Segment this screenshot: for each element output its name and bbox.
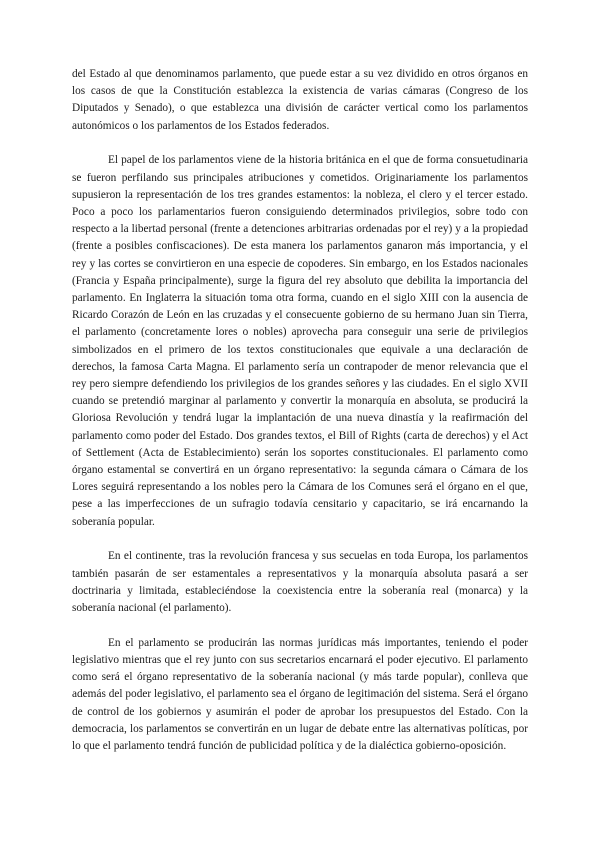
paragraph-2: El papel de los parlamentos viene de la historia británica en el que de forma consuetudinaria se fueron perfilando sus principales atribuciones y cometidos. Originariamente los parlamentos supusieron la representación de los tres grandes estamentos: la nobleza, el clero y el tercer estado. Poco a poco los parlamentarios fueron consiguiendo determinados privilegios, sobre todo con respecto a la libertad personal (frente a detenciones arbitrarias ordenadas por el rey) y a la propiedad (frente a posibles confiscaciones). De esta manera los parlamentos ganaron más importancia, y el rey y las cortes se convirtieron en una especie de copoderes. Sin embargo, en los Estados nacionales (Francia y España principalmente), surge la figura del rey absoluto que debilita la importancia del parlamento. En Inglaterra la situación toma otra forma, cuando en el siglo XIII con la ausencia de Ricardo Corazón de León en las cruzadas y el consecuente gobierno de su hermano Juan sin Tierra, el parlamento (concretamente lores o nobles) aprovecha para conseguir una serie de privilegios simbolizados en el primero de los textos constitucionales que equivale a una declaración de derechos, la famosa Carta Magna. El parlamento sería un contrapoder de menor relevancia que el rey pero siempre defendiendo los privilegios de los grandes señores y las ciudades. En el siglo XVII cuando se pretendió marginar al parlamento y convertir la monarquía en absoluta, se producirá la Gloriosa Revolución y tendrá lugar la implantación de una nueva dinastía y la reafirmación del parlamento como poder del Estado. Dos grandes textos, el Bill of Rights (carta de derechos) y el Act of Settlement (Acta de Establecimiento) serán los soportes constitucionales. El parlamento como órgano estamental se convertirá en un órgano representativo: la segunda cámara o Cámara de los Lores seguirá representando a los nobles pero la Cámara de los Comunes será el órgano en el que, pese a las imperfecciones de un sufragio todavía censitario y capacitario, se irá encarnando la soberanía popular.	[72, 154, 528, 528]
document-page	[72, 66, 528, 773]
paragraph-1: del Estado al que denominamos parlamento, que puede estar a su vez dividido en otros órganos en los casos de que la Constitución establezca la existencia de varias cámaras (Congreso de los Diputados y Senado), o que establezca una división de carácter vertical como los parlamentos autonómicos o los parlamentos de los Estados federados.	[72, 68, 528, 132]
paragraph-3: En el continente, tras la revolución francesa y sus secuelas en toda Europa, los parlamentos también pasarán de ser estamentales a representativos y la monarquía absoluta pasará a ser doctrinaria y limitada, estableciéndose la coexistencia entre la soberanía real (monarca) y la soberanía nacional (el parlamento).	[72, 550, 528, 615]
paragraph-4: En el parlamento se producirán las normas jurídicas más importantes, teniendo el poder legislativo mientras que el rey junto con sus secretarios encarnará el poder ejecutivo. El parlamento como será el órgano representativo de la soberanía nacional (y más tarde popular), conlleva que además del poder legislativo, el parlamento sea el órgano de legitimación del sistema. Será el órgano de control de los gobiernos y asumirán el poder de aprobar los presupuestos del Estado. Con la democracia, los parlamentos se convertirán en un lugar de debate entre las alternativas políticas, por lo que el parlamento tendrá función de publicidad política y de la dialéctica gobierno-oposición.	[72, 636, 528, 753]
